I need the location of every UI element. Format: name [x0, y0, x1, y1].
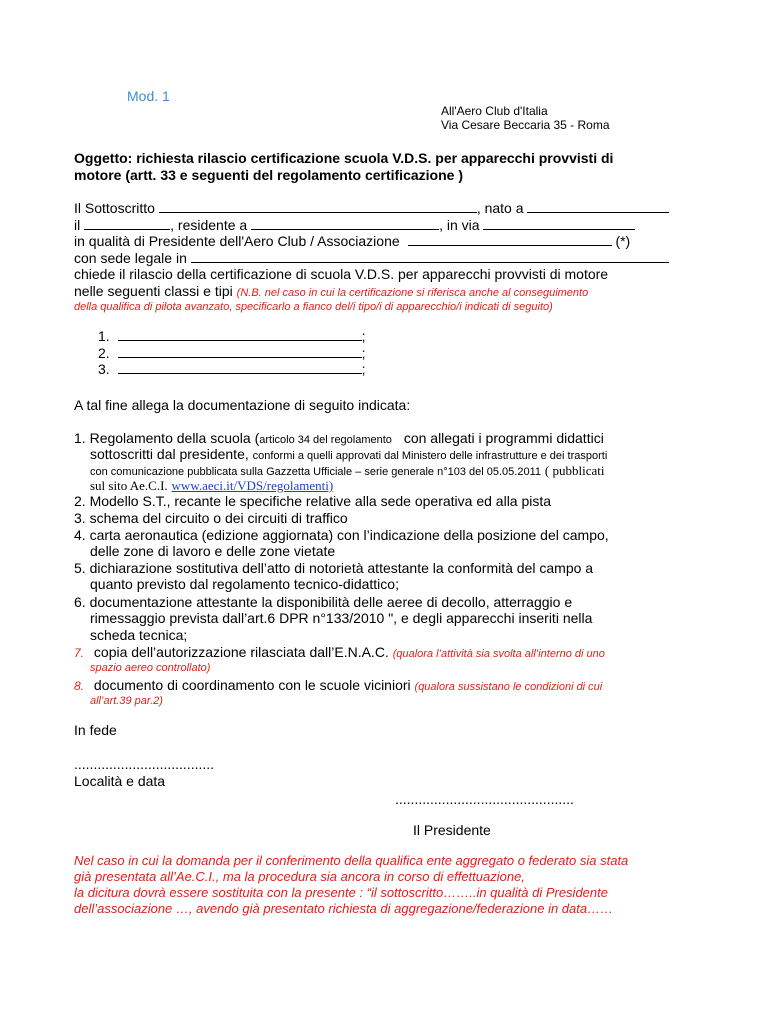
attachment-4-line-1: 4. carta aeronautica (edizione aggiornata) con l’indicazione della posizione del campo,	[74, 527, 609, 543]
item-text-small: con comunicazione pubblicata sulla Gazzetta Ufficiale – serie generale n°103 del 05.05.2011	[90, 466, 542, 478]
class-entry-2	[98, 345, 365, 361]
class-entry-3	[98, 361, 365, 377]
item-number: 1.	[74, 430, 86, 446]
semicolon: ;	[361, 361, 366, 377]
item-text-serif: ( pubblicati	[544, 463, 605, 478]
class-entry-1	[98, 328, 365, 344]
item-number-red: 7.	[74, 646, 85, 660]
subject-line-2: motore (artt. 33 e seguenti del regolamento certificazione )	[74, 167, 463, 183]
semicolon: ;	[361, 345, 366, 361]
field-name[interactable]	[159, 200, 477, 213]
item-note-red: (qualora sussistano le condizioni di cui	[414, 681, 603, 693]
label-classes: nelle seguenti classi e tipi	[74, 283, 233, 299]
subject-line-1: Oggetto: richiesta rilascio certificazione scuola V.D.S. per apparecchi provvisti di	[74, 150, 614, 166]
item-text-small: articolo 34 del regolamento	[259, 434, 392, 446]
form-line-seat	[74, 250, 669, 266]
item-number-red: 8.	[74, 679, 85, 693]
label-resident-in: , residente a	[170, 217, 248, 233]
note-advanced-pilot-2: della qualifica di pilota avanzato, specificarlo a fianco del/i tipo/i di apparecchio/i indicati di seguito)	[74, 301, 553, 313]
recipient-line-1: All'Aero Club d'Italia	[441, 104, 548, 118]
field-birthdate[interactable]	[84, 217, 170, 230]
class-entry-number: 1.	[98, 328, 110, 344]
attachment-5-line-2: quanto previsto dal regolamento tecnico-didattico;	[90, 576, 399, 592]
item-text: Regolamento della scuola (	[89, 430, 260, 446]
attachment-5-line-1: 5. dichiarazione sostitutiva dell’atto di notorietà attestante la conformità del campo a	[74, 560, 594, 576]
regulations-link[interactable]: www.aeci.it/VDS/regolamenti)	[171, 478, 334, 493]
item-text: con allegati i programmi didattici	[403, 430, 604, 446]
footer-note-line-1: Nel caso in cui la domanda per il conferimento della qualifica ente aggregato o federato sia stata	[74, 853, 629, 868]
form-model-label: Mod. 1	[127, 88, 170, 104]
note-advanced-pilot: (N.B. nel caso in cui la certificazione si riferisca anche al conseguimento	[236, 287, 589, 299]
form-line-name	[74, 200, 669, 216]
form-line-club	[74, 233, 630, 249]
label-undersigned: Il Sottoscritto	[74, 200, 155, 216]
place-and-date-label: Località e data	[74, 773, 166, 789]
item-text: documento di coordinamento con le scuole viciniori	[93, 677, 411, 693]
attachment-7-line-2: spazio aereo controllato)	[90, 662, 211, 674]
label-asterisk: (*)	[615, 233, 631, 249]
form-line-request: chiede il rilascio della certificazione di scuola V.D.S. per apparecchi provvisti di motore	[74, 266, 609, 282]
form-line-birthdate	[74, 217, 635, 233]
field-street[interactable]	[483, 217, 635, 230]
footer-note-line-2: già presentata all’Ae.C.I., ma la procedura sia ancora in corso di effettuazione,	[74, 869, 525, 884]
attachment-6-line-1: 6. documentazione attestante la disponibilità delle aeree di decollo, atterraggio e	[74, 594, 573, 610]
field-birthplace[interactable]	[527, 200, 669, 213]
footer-note-line-3: la dicitura dovrà essere sostituita con la presente : “il sottoscritto……..in qualità di Presidente	[74, 885, 608, 900]
item-text: copia dell’autorizzazione rilasciata dall’E.N.A.C.	[93, 644, 389, 660]
attachment-6-line-2: rimessaggio prevista dall’art.6 DPR n°133/2010 ", e degli apparecchi inseriti nella	[90, 610, 593, 626]
field-residence[interactable]	[251, 217, 439, 230]
field-class-3[interactable]	[118, 361, 362, 374]
president-label: Il Presidente	[413, 822, 491, 838]
attachment-8-line-2: all’art.39 par.2)	[90, 695, 163, 707]
label-street: , in via	[439, 217, 480, 233]
field-class-2[interactable]	[118, 345, 362, 358]
class-entry-number: 3.	[98, 361, 110, 377]
item-text-serif: sul sito Ae.C.I.	[90, 478, 168, 493]
attachment-6-line-3: scheda tecnica;	[90, 627, 188, 643]
item-text: sottoscritti dal presidente,	[90, 446, 249, 462]
label-president-of: in qualità di Presidente dell'Aero Club / Associazione	[74, 233, 400, 249]
label-registered-office: con sede legale in	[74, 250, 187, 266]
footer-note-line-4: dell’associazione …, avendo già presentato richiesta di aggregazione/federazione in data……	[74, 901, 614, 916]
item-text-small: conformi a quelli approvati dal Ministero delle infrastrutture e dei trasporti	[252, 450, 608, 462]
semicolon: ;	[361, 328, 366, 344]
attachment-1-line-4	[90, 477, 333, 494]
label-born-in: , nato a	[476, 200, 524, 216]
in-fede: In fede	[74, 722, 117, 738]
attachments-intro: A tal fine allega la documentazione di seguito indicata:	[74, 397, 411, 413]
class-entry-number: 2.	[98, 345, 110, 361]
attachment-4-line-2: delle zone di lavoro e delle zone vietate	[90, 543, 336, 559]
label-date: il	[74, 217, 81, 233]
field-class-1[interactable]	[118, 328, 362, 341]
field-registered-office[interactable]	[191, 250, 669, 263]
item-note-red: (qualora l’attività sia svolta all’interno di uno	[392, 648, 605, 660]
recipient-line-2: Via Cesare Beccaria 35 - Roma	[441, 118, 610, 132]
attachment-3: 3. schema del circuito o dei circuiti di traffico	[74, 510, 348, 526]
field-club[interactable]	[408, 233, 612, 246]
signature-dots-president: ..............................................	[395, 791, 574, 807]
attachment-2: 2. Modello S.T., recante le specifiche relative alla sede operativa ed alla pista	[74, 493, 552, 509]
signature-dots-place: ....................................	[74, 756, 215, 772]
